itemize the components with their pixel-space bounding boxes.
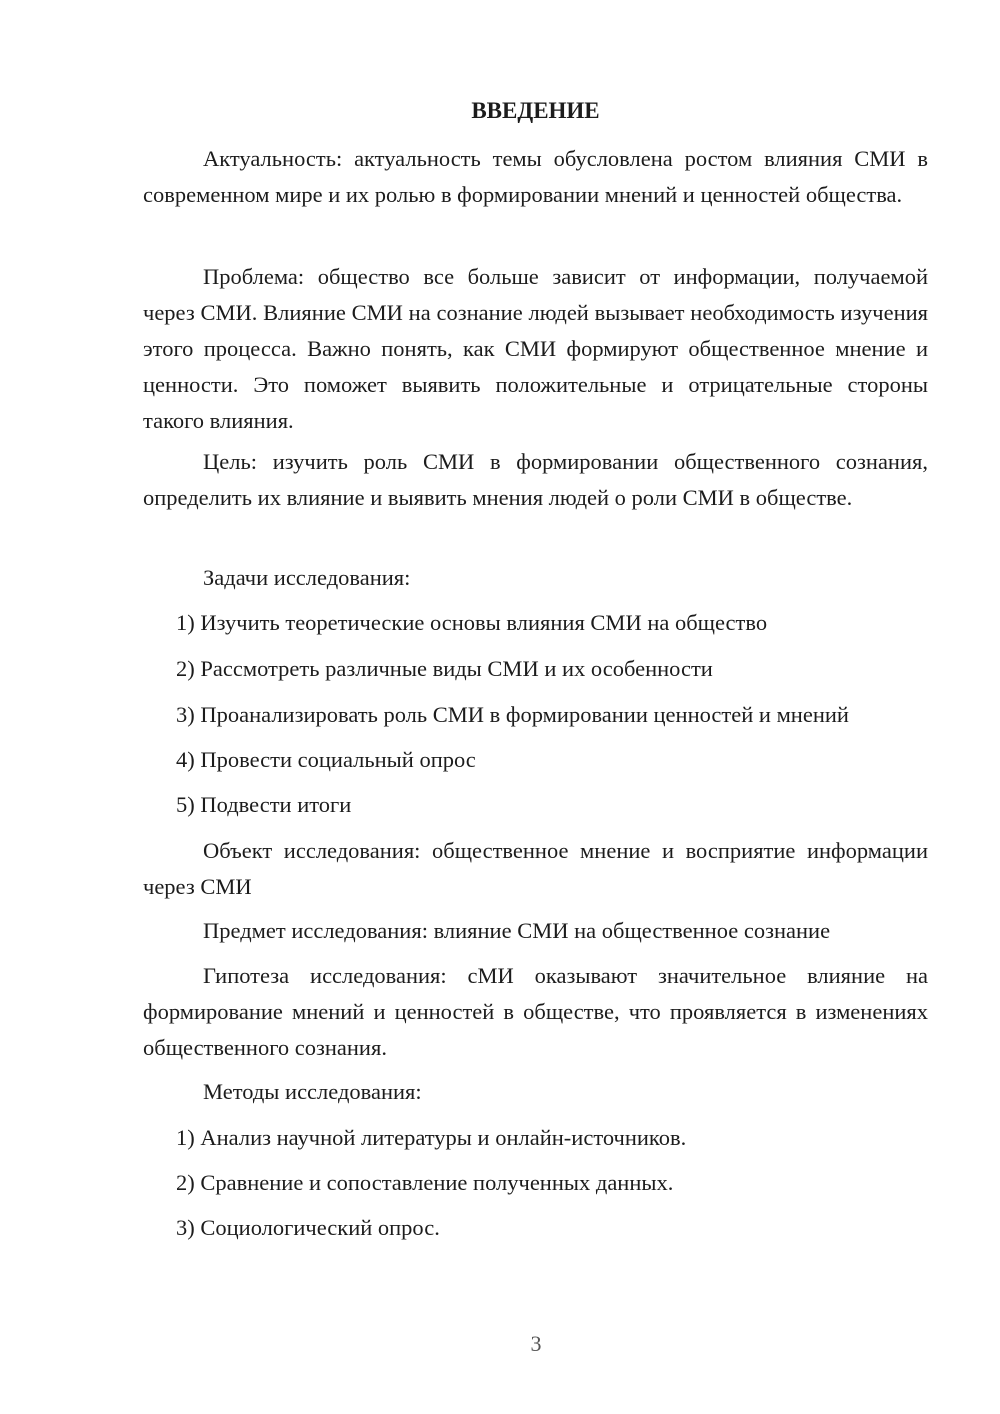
hypothesis-paragraph: Гипотеза исследования: сМИ оказывают значительное влияние на формирование мнений и ценностей в обществе, что проявляется в изменениях общественного сознания. <box>143 963 928 1060</box>
method-item: 1) Анализ научной литературы и онлайн-источников. <box>176 1125 687 1150</box>
method-item: 2) Сравнение и сопоставление полученных данных. <box>176 1170 674 1195</box>
task-item: 5) Подвести итоги <box>176 792 352 817</box>
page-title: ВВЕДЕНИЕ <box>471 98 600 123</box>
method-item: 3) Социологический опрос. <box>176 1215 440 1240</box>
problem-paragraph: Проблема: общество все больше зависит от информации, получаемой через СМИ. Влияние СМИ на сознание людей вызывает необходимость изучения этого процесса. Важно понять, как СМИ формируют общественное мнение и ценности. Это поможет выявить положительные и отрицательные стороны такого влияния. <box>143 264 928 433</box>
goal-paragraph: Цель: изучить роль СМИ в формировании общественного сознания, определить их влияние и выявить мнения людей о роли СМИ в обществе. <box>143 449 928 510</box>
task-item: 2) Рассмотреть различные виды СМИ и их особенности <box>176 656 713 681</box>
task-item: 3) Проанализировать роль СМИ в формировании ценностей и мнений <box>176 702 849 727</box>
subject-paragraph: Предмет исследования: влияние СМИ на общественное сознание <box>203 918 831 943</box>
task-item: 1) Изучить теоретические основы влияния СМИ на общество <box>176 610 768 635</box>
object-paragraph: Объект исследования: общественное мнение и восприятие информации через СМИ <box>143 838 928 899</box>
methods-heading: Методы исследования: <box>203 1079 422 1104</box>
relevance-paragraph: Актуальность: актуальность темы обусловлена ростом влияния СМИ в современном мире и их ролью в формировании мнений и ценностей общества. <box>143 146 928 207</box>
page-number: 3 <box>530 1331 542 1356</box>
task-item: 4) Провести социальный опрос <box>176 747 476 772</box>
tasks-heading: Задачи исследования: <box>203 565 411 590</box>
